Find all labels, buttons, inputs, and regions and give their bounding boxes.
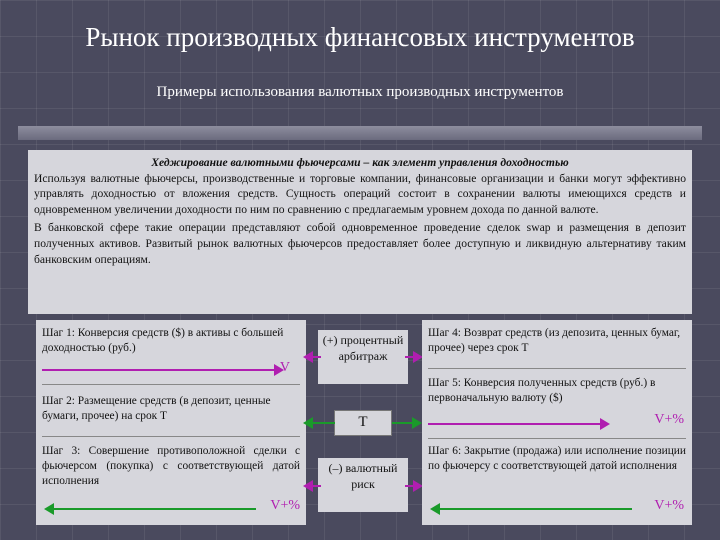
step-5-mark: V+%: [654, 412, 684, 427]
step-6-arrow: [432, 508, 632, 510]
term-label: Т: [358, 414, 368, 430]
step-3-text: Шаг 3: Совершение противоположной сделки с фьючерсом (покупка) с соответствующей датой исполнения: [42, 445, 300, 487]
risk-left-arrow: [305, 485, 321, 487]
left-steps-box: [36, 320, 306, 525]
step-6-mark: V+%: [654, 498, 684, 513]
step-1-text: Шаг 1: Конверсия средств ($) в активы с большей доходностью (руб.): [42, 327, 284, 354]
step-5-arrow: [428, 423, 608, 425]
left-separator-1: [42, 384, 300, 385]
step-6-text: Шаг 6: Закрытие (продажа) или исполнение позиции по фьючерсу с соответствующей датой исполнения: [428, 445, 686, 472]
term-box: [334, 410, 392, 436]
step-1-arrow: [42, 369, 282, 371]
risk-box: [318, 458, 408, 512]
slide-title: Рынок производных финансовых инструментов: [85, 22, 635, 52]
arbitrage-label: (+) процентный арбитраж: [322, 333, 404, 363]
panel-heading: Хеджирование валютными фьючерсами – как элемент управления доходностью: [151, 156, 569, 169]
arbitrage-box: [318, 330, 408, 384]
step-3-arrow: [46, 508, 256, 510]
right-separator-1: [428, 368, 686, 369]
right-separator-2: [428, 438, 686, 439]
arbitrage-right-arrow: [405, 356, 421, 358]
step-2-text: Шаг 2: Размещение средств (в депозит, ценные бумаги, прочее) на срок Т: [42, 395, 271, 422]
term-left-arrow: [305, 422, 335, 424]
slide-subtitle: Примеры использования валютных производных инструментов: [156, 84, 564, 100]
panel-paragraph-2: В банковской сфере такие операции представляют собой одновременное проведение сделок swap и размещения в депозит полученных активов. Развитый рынок валютных фьючерсов предоставляет более доступную и ликвидную альтернативу таким банковским операциям.: [34, 221, 686, 266]
step-4-text: Шаг 4: Возврат средств (из депозита, ценных бумаг, прочее) через срок Т: [428, 327, 681, 354]
left-separator-2: [42, 436, 300, 437]
description-panel: [28, 150, 692, 314]
panel-paragraph-1: Используя валютные фьючерсы, производственные и торговые компании, финансовые организации и банки могут эффективно управлять доходностью от вложения средств. Сущность операций состоит в сохранении валюты имеющихся средств и одновременном увеличении доходности по ним по сравнению с предлагаемым уровнем дохода по данной валюте.: [34, 171, 686, 216]
right-steps-box: [422, 320, 692, 525]
arbitrage-left-arrow: [305, 356, 321, 358]
term-right-arrow: [392, 422, 420, 424]
step-1-mark: V: [279, 360, 290, 375]
step-3-mark: V+%: [270, 498, 300, 513]
risk-label: (–) валютный риск: [328, 461, 398, 491]
step-5-text: Шаг 5: Конверсия полученных средств (руб.) в первоначальную валюту ($): [428, 377, 656, 404]
divider-bar: [18, 126, 702, 140]
risk-right-arrow: [405, 485, 421, 487]
